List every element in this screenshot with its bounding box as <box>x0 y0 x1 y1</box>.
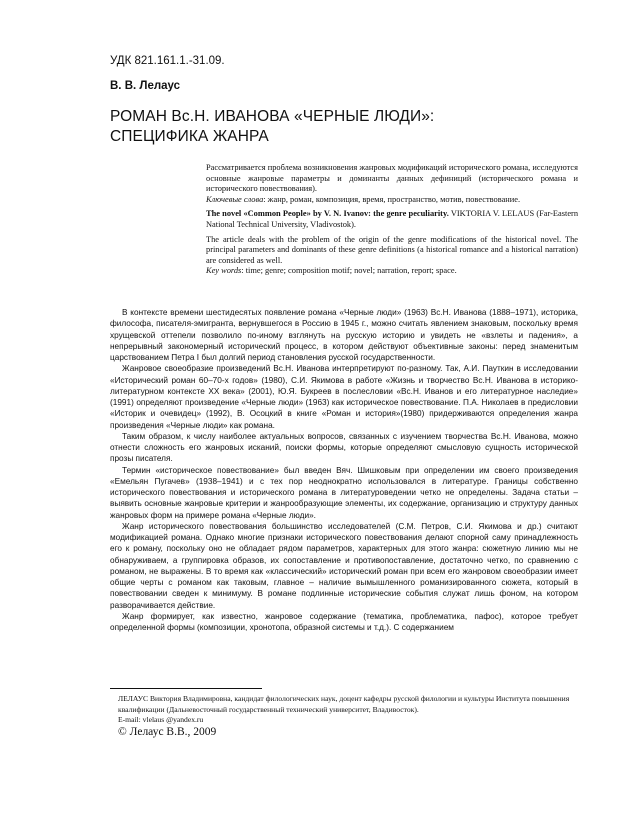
en-affiliation: (Far-Eastern National Technical University, Vladivostok). <box>206 209 579 229</box>
title-line-1: РОМАН Вс.Н. ИВАНОВА «ЧЕРНЫЕ ЛЮДИ»: <box>110 108 435 125</box>
title-line-2: СПЕЦИФИКА ЖАНРА <box>110 128 269 145</box>
en-keywords-list: : time; genre; composition motif; novel; narration, report; space. <box>241 266 457 276</box>
footnote-divider <box>110 688 262 689</box>
en-keywords-label: Key words <box>206 266 242 276</box>
abstract-en-heading <box>206 209 578 230</box>
udk-code: УДК 821.161.1.-31.09. <box>110 55 225 67</box>
footnote-affiliation: ЛЕЛАУС Виктория Владимировна, кандидат филологических наук, доцент кафедры русской филологии и культуры Института повышения квалификации (Дальневосточный государственный технический университет, Владивосток). <box>118 694 570 714</box>
copyright-notice: © Лелаус В.В., 2009 <box>118 726 217 738</box>
author-footnote <box>118 694 578 726</box>
footnote-email: E-mail: vlelaus @yandex.ru <box>118 715 204 724</box>
en-author: VIKTORIA V. LELAUS <box>448 209 535 219</box>
body-paragraph-4: Термин «историческое повествование» был введен Вяч. Шишковым при определении им своего произведения «Емельян Пугачев» (1938–1941) и с тех пор неоднократно использовался в литературе. Границы собственно исторического повествования и исторического романа в литературоведении четко не определены. Задача статьи – выявить основные жанровые критерии и жанрообразующие элементы, их содержание, организацию и структуру данных жанровых форм на примере романа «Черные люди». <box>110 465 578 520</box>
body-paragraph-3: Таким образом, к числу наиболее актуальных вопросов, связанных с изучением творчества Вс.Н. Иванова, можно отнести сложность его жанровых исканий, поиски формы, которые определяют смысловую сущность исторической прозы писателя. <box>110 431 578 464</box>
abstract-ru-keywords <box>206 195 578 206</box>
abstract-en-keywords <box>206 266 578 277</box>
author-name: В. В. Лелаус <box>110 80 181 92</box>
body-paragraph-1: В контексте времени шестидесятых появление романа «Черные люди» (1963) Вс.Н. Иванова (1888–1971), историка, философа, писателя-эмигранта, вернувшегося в Россию в 1945 г., можно считать явлением знаковым, поскольку время хрущевской оттепели позволило по-иному взглянуть на русскую историю и увидеть не «взлеты и падения», а непрерывный закономерный исторический процесс, в котором действуют объективные законы: перед знаменитым царствованием Петра I был долгий период становления русской государственности. <box>110 308 578 362</box>
en-title: The novel «Common People» by V. N. Ivanov: the genre peculiarity. <box>206 209 449 219</box>
abstract-ru-text: Рассматривается проблема возникновения жанровых модификаций исторического романа, исследуются основные жанровые параметры и доминанты данных дефиниций (исторического романа и исторического повествования). <box>206 163 578 194</box>
article-body <box>110 307 578 633</box>
body-paragraph-6: Жанр формирует, как известно, жанровое содержание (тематика, проблематика, пафос), которое требует определенной формы (композиции, хронотопа, образной системы и т.д.). С содержанием <box>110 611 578 632</box>
ru-keywords-label: Ключевые слова <box>206 194 264 204</box>
abstract-block <box>206 163 578 277</box>
ru-keywords-list: : жанр, роман, композиция, время, пространство, мотив, повествование. <box>263 194 521 204</box>
body-paragraph-5: Жанр исторического повествования большинство исследователей (С.М. Петров, С.И. Якимова и др.) считают модификацией романа. Однако многие признаки исторического повествования делают спорной саму принадлежность его к роману, поскольку оно не обладает рядом параметров, характерных для этого жанра: сюжетную линию мы не обнаруживаем, а группировка образов, их сопоставление и противопоставление, достаточно четко, по сравнению с романом, не выражены. В то время как «классический» исторический роман при всем его жанровом своеобразии имеет общие черты с романом как таковым, главное – наличие вымышленного романизированного сюжета, который в повествовании сведен к минимуму. В романе подлинные исторические события служат лишь фоном, на котором разворачивается действие. <box>110 521 578 610</box>
article-title <box>110 107 434 147</box>
body-paragraph-2: Жанровое своеобразие произведений Вс.Н. Иванова интерпретируют по-разному. Так, А.И. Пауткин в исследовании «Исторический роман 60–70-х годов» (1980), С.И. Якимова в работе «Жизнь и творчество Вс.Н. Иванова в историко-литературном контексте XX века» (2001), Ю.Я. Букреев в послесловии «Вс.Н. Иванов и его литературное наследие» (1991) определяют произведение «Черные люди» (1963) как историческое повествование. П.А. Николаев в предисловии «Историк и очевидец» (1992), В. Осоцкий в книге «Роман и история»(1980) придерживаются определения жанра произведения «Черные люди» как романа. <box>110 364 578 430</box>
abstract-en-text: The article deals with the problem of the origin of the genre modifications of the historical novel. The principal parameters and dominants of these genre definitions (a historical romance and a historical narration) are considered as well. <box>206 234 578 265</box>
